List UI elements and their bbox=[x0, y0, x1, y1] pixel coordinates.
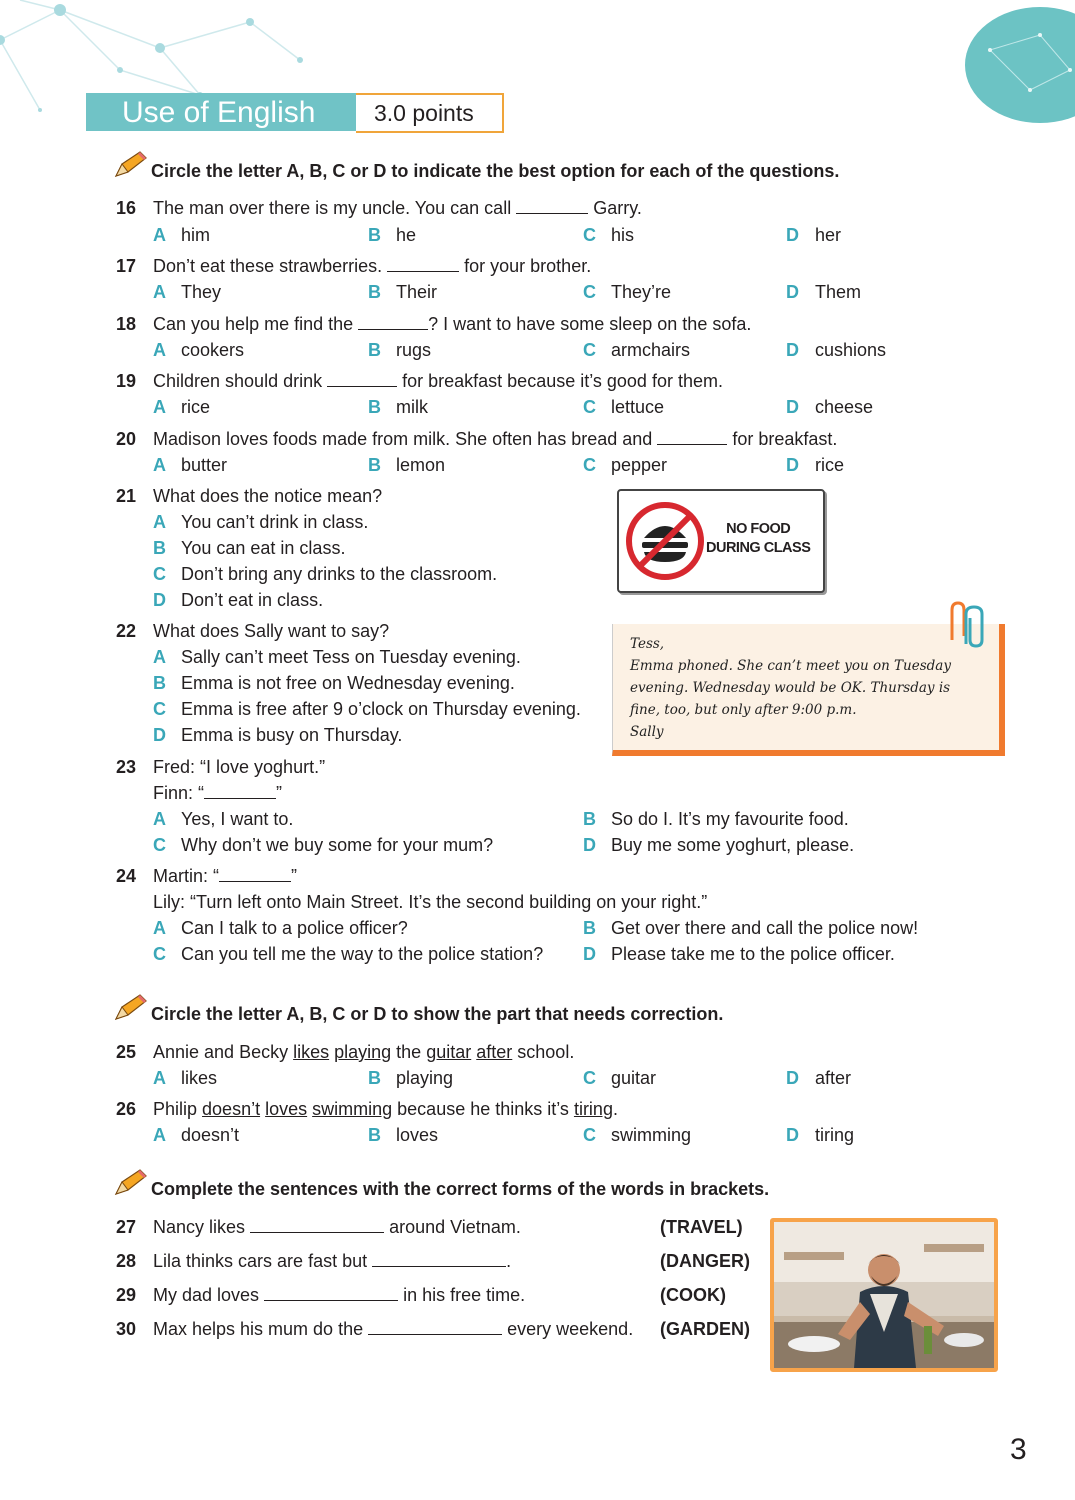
option-c[interactable]: pepper bbox=[611, 455, 668, 475]
bracket-word: (COOK) bbox=[660, 1285, 726, 1305]
option-letter: A bbox=[153, 1068, 166, 1088]
option-d[interactable]: Don’t eat in class. bbox=[181, 590, 324, 610]
option-letter: A bbox=[153, 282, 166, 302]
instruction-3: Complete the sentences with the correct forms of the words in brackets. bbox=[151, 1179, 770, 1199]
option-letter: C bbox=[583, 1125, 596, 1145]
note-line: Sally bbox=[630, 724, 664, 740]
decorative-globe-graphic bbox=[960, 0, 1075, 130]
section-title: Use of English bbox=[122, 96, 316, 129]
option-b[interactable]: lemon bbox=[396, 455, 446, 475]
note-line: Emma phoned. She can’t meet you on Tuesday bbox=[630, 658, 951, 674]
option-c[interactable]: They’re bbox=[611, 282, 672, 302]
question-text: Philip doesn’t loves swimming because he thinks it’s tiring. bbox=[153, 1099, 618, 1119]
cooking-scene-illustration bbox=[774, 1222, 994, 1368]
option-c[interactable]: Why don’t we buy some for your mum? bbox=[181, 835, 494, 855]
option-letter: B bbox=[153, 538, 166, 558]
option-c[interactable]: Emma is free after 9 o’clock on Thursday evening. bbox=[181, 699, 581, 719]
option-a[interactable]: him bbox=[181, 225, 211, 245]
option-b[interactable]: Their bbox=[396, 282, 438, 302]
question-text: Madison loves foods made from milk. She often has bread and for breakfast. bbox=[153, 429, 838, 449]
question-number: 19 bbox=[116, 371, 137, 391]
option-letter: D bbox=[786, 340, 799, 360]
answer-blank[interactable] bbox=[372, 1252, 506, 1267]
option-d[interactable]: cushions bbox=[815, 340, 887, 360]
question-number: 23 bbox=[116, 757, 137, 777]
note-line: Tess, bbox=[630, 636, 665, 652]
question-number: 20 bbox=[116, 429, 137, 449]
bracket-word: (TRAVEL) bbox=[660, 1217, 743, 1237]
question-number: 27 bbox=[116, 1217, 137, 1237]
option-letter: B bbox=[153, 673, 166, 693]
option-letter: B bbox=[368, 1068, 381, 1088]
option-letter: A bbox=[153, 455, 166, 475]
option-letter: C bbox=[153, 564, 166, 584]
option-d[interactable]: Buy me some yoghurt, please. bbox=[611, 835, 855, 855]
option-letter: C bbox=[153, 944, 166, 964]
answer-blank[interactable] bbox=[250, 1218, 384, 1233]
option-b[interactable]: Emma is not free on Wednesday evening. bbox=[181, 673, 515, 693]
cooking-photo bbox=[770, 1218, 998, 1372]
option-letter: C bbox=[153, 699, 166, 719]
question-number: 21 bbox=[116, 486, 137, 506]
no-food-icon bbox=[624, 500, 706, 582]
option-d[interactable]: cheese bbox=[815, 397, 874, 417]
question-number: 17 bbox=[116, 256, 137, 276]
option-a[interactable]: likes bbox=[181, 1068, 218, 1088]
question-text: My dad loves in his free time. bbox=[153, 1285, 526, 1305]
option-letter: D bbox=[583, 835, 596, 855]
option-letter: D bbox=[786, 1125, 799, 1145]
question-number: 26 bbox=[116, 1099, 137, 1119]
question-text: Children should drink for breakfast because it’s good for them. bbox=[153, 371, 723, 391]
option-letter: B bbox=[368, 397, 381, 417]
option-b[interactable]: So do I. It’s my favourite food. bbox=[611, 809, 849, 829]
option-d[interactable]: tiring bbox=[815, 1125, 855, 1145]
option-b[interactable]: playing bbox=[396, 1068, 454, 1088]
option-letter: C bbox=[583, 282, 596, 302]
option-letter: A bbox=[153, 809, 166, 829]
bracket-word: (GARDEN) bbox=[660, 1319, 750, 1339]
option-a[interactable]: Can I talk to a police officer? bbox=[181, 918, 408, 938]
option-letter: C bbox=[583, 397, 596, 417]
question-text: What does the notice mean? bbox=[153, 486, 383, 506]
option-c[interactable]: guitar bbox=[611, 1068, 657, 1088]
option-letter: C bbox=[583, 455, 596, 475]
question-text: Annie and Becky likes playing the guitar after school. bbox=[153, 1042, 575, 1062]
question-number: 18 bbox=[116, 314, 137, 334]
pencil-icon bbox=[112, 1168, 148, 1198]
question-number: 30 bbox=[116, 1319, 137, 1339]
option-letter: A bbox=[153, 647, 166, 667]
option-letter: B bbox=[368, 225, 381, 245]
option-d[interactable]: Emma is busy on Thursday. bbox=[181, 725, 403, 745]
option-c[interactable]: armchairs bbox=[611, 340, 691, 360]
option-b[interactable]: Get over there and call the police now! bbox=[611, 918, 919, 938]
option-d[interactable]: rice bbox=[815, 455, 845, 475]
option-letter: A bbox=[153, 340, 166, 360]
question-text: Can you help me find the ? I want to have some sleep on the sofa. bbox=[153, 314, 752, 334]
question-text: The man over there is my uncle. You can call Garry. bbox=[153, 198, 642, 218]
notice-line-2: DURING CLASS bbox=[706, 540, 811, 556]
question-number: 25 bbox=[116, 1042, 137, 1062]
option-d[interactable]: after bbox=[815, 1068, 852, 1088]
notice-text bbox=[706, 520, 810, 558]
option-letter: B bbox=[368, 340, 381, 360]
option-a[interactable]: Yes, I want to. bbox=[181, 809, 294, 829]
option-letter: A bbox=[153, 397, 166, 417]
dialogue-line: Lily: “Turn left onto Main Street. It’s the second building on your right.” bbox=[153, 892, 708, 912]
option-a[interactable]: cookers bbox=[181, 340, 245, 360]
option-b[interactable]: rugs bbox=[396, 340, 432, 360]
option-d[interactable]: Please take me to the police officer. bbox=[611, 944, 895, 964]
option-letter: D bbox=[153, 590, 166, 610]
instruction-1: Circle the letter A, B, C or D to indicate the best option for each of the questions. bbox=[151, 161, 840, 181]
option-letter: C bbox=[153, 835, 166, 855]
option-letter: B bbox=[583, 918, 596, 938]
note-line: fine, too, but only after 9:00 p.m. bbox=[630, 702, 857, 718]
paperclip-icon bbox=[944, 600, 990, 650]
option-a[interactable]: They bbox=[181, 282, 222, 302]
option-letter: D bbox=[583, 944, 596, 964]
option-letter: A bbox=[153, 512, 166, 532]
option-c[interactable]: swimming bbox=[611, 1125, 692, 1145]
notice-line-1: NO FOOD bbox=[726, 521, 791, 537]
option-letter: B bbox=[368, 455, 381, 475]
option-a[interactable]: Sally can’t meet Tess on Tuesday evening. bbox=[181, 647, 521, 667]
option-b[interactable]: loves bbox=[396, 1125, 439, 1145]
option-letter: D bbox=[153, 725, 166, 745]
bracket-word: (DANGER) bbox=[660, 1251, 750, 1271]
option-b[interactable]: he bbox=[396, 225, 417, 245]
option-b[interactable]: milk bbox=[396, 397, 428, 417]
option-letter: D bbox=[786, 1068, 799, 1088]
option-letter: D bbox=[786, 397, 799, 417]
option-letter: B bbox=[368, 1125, 381, 1145]
option-a[interactable]: butter bbox=[181, 455, 228, 475]
instruction-2: Circle the letter A, B, C or D to show the part that needs correction. bbox=[151, 1004, 724, 1024]
dialogue-line: Finn: “ ” bbox=[153, 783, 283, 803]
answer-blank[interactable] bbox=[264, 1286, 398, 1301]
question-text: Don’t eat these strawberries. for your brother. bbox=[153, 256, 592, 276]
option-c[interactable]: lettuce bbox=[611, 397, 665, 417]
option-c[interactable]: his bbox=[611, 225, 635, 245]
option-letter: C bbox=[583, 1068, 596, 1088]
question-number: 22 bbox=[116, 621, 137, 641]
page-number: 3 bbox=[1010, 1433, 1027, 1466]
option-c[interactable]: Don’t bring any drinks to the classroom. bbox=[181, 564, 498, 584]
note-line: evening. Wednesday would be OK. Thursday is bbox=[630, 680, 951, 696]
dialogue-line: Martin: “ ” bbox=[153, 866, 298, 886]
option-letter: D bbox=[786, 455, 799, 475]
answer-blank[interactable] bbox=[368, 1320, 502, 1335]
option-letter: C bbox=[583, 340, 596, 360]
option-b[interactable]: You can eat in class. bbox=[181, 538, 346, 558]
pencil-icon bbox=[112, 150, 148, 180]
question-text: Max helps his mum do the every weekend. bbox=[153, 1319, 634, 1339]
option-letter: B bbox=[368, 282, 381, 302]
option-a[interactable]: rice bbox=[181, 397, 211, 417]
question-text: Lila thinks cars are fast but . bbox=[153, 1251, 512, 1271]
option-letter: A bbox=[153, 918, 166, 938]
option-letter: D bbox=[786, 225, 799, 245]
option-letter: A bbox=[153, 1125, 166, 1145]
option-a[interactable]: You can’t drink in class. bbox=[181, 512, 369, 532]
option-letter: B bbox=[583, 809, 596, 829]
question-text: What does Sally want to say? bbox=[153, 621, 390, 641]
option-a[interactable]: doesn’t bbox=[181, 1125, 240, 1145]
option-d[interactable]: Them bbox=[815, 282, 862, 302]
option-c[interactable]: Can you tell me the way to the police station? bbox=[181, 944, 544, 964]
option-letter: D bbox=[786, 282, 799, 302]
question-number: 29 bbox=[116, 1285, 137, 1305]
dialogue-line: Fred: “I love yoghurt.” bbox=[153, 757, 326, 777]
question-number: 16 bbox=[116, 198, 137, 218]
pencil-icon bbox=[112, 993, 148, 1023]
question-text: Nancy likes around Vietnam. bbox=[153, 1217, 521, 1237]
option-letter: A bbox=[153, 225, 166, 245]
question-number: 24 bbox=[116, 866, 137, 886]
question-number: 28 bbox=[116, 1251, 137, 1271]
option-d[interactable]: her bbox=[815, 225, 842, 245]
points-label: 3.0 points bbox=[374, 100, 474, 126]
option-letter: C bbox=[583, 225, 596, 245]
